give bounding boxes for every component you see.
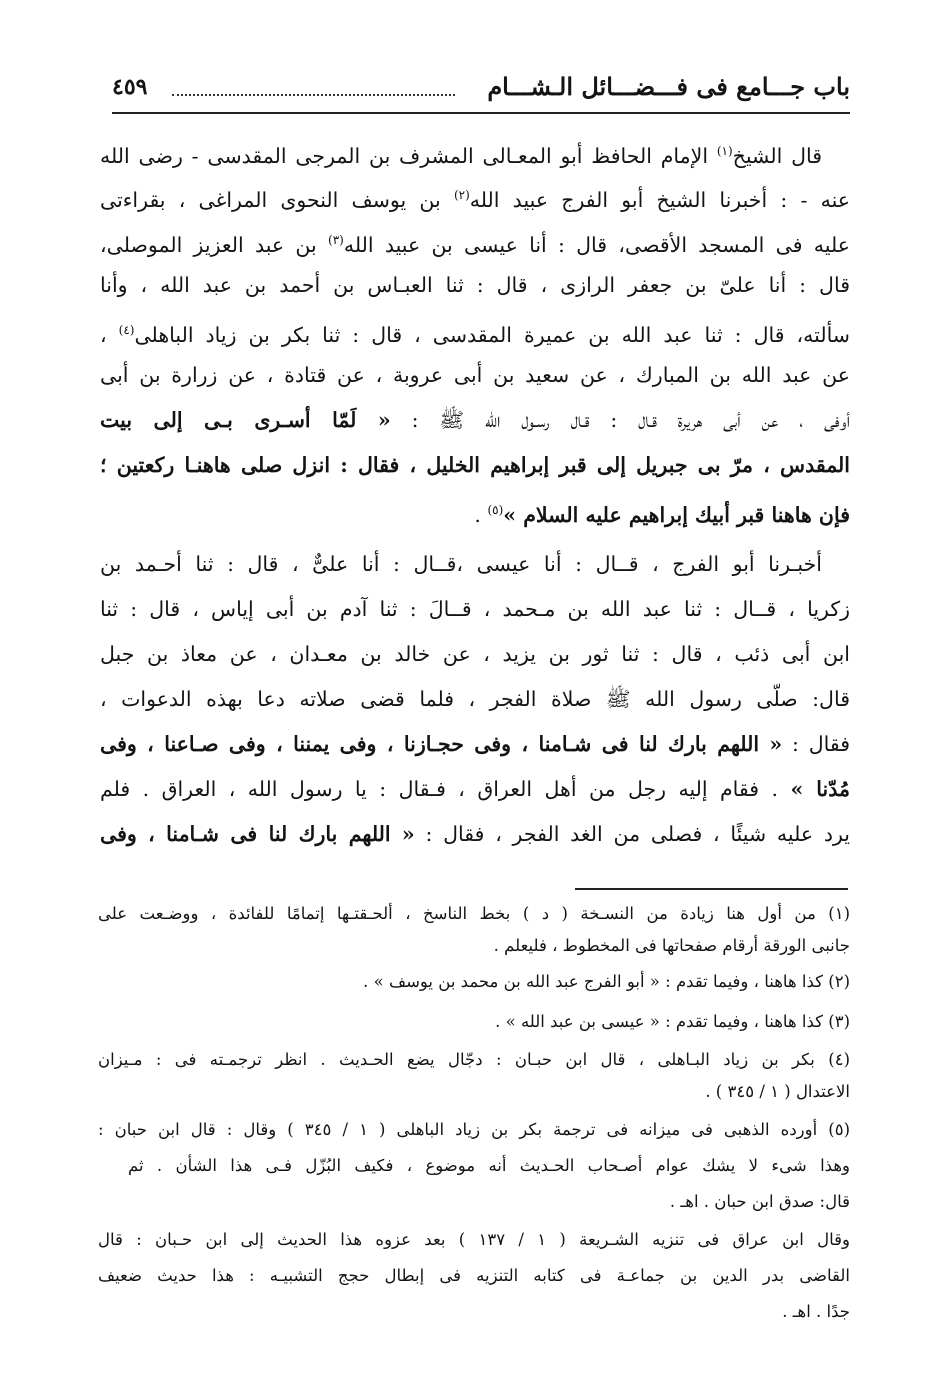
body-line-9: [100, 488, 850, 532]
footnote-ref-2: (٢): [453, 188, 470, 202]
text: قال الشيخ: [732, 144, 822, 168]
body-line-14: [100, 722, 850, 766]
hadith-text: « لَمّا أسـرى بـى إلى بيت: [100, 408, 391, 432]
text: عنه - : أخبرنا الشيخ أبو الفرج عبيد الله: [469, 188, 850, 212]
footnote-separator: [575, 888, 848, 890]
body-line-8: [100, 443, 850, 487]
body-line-4: قال : أنا علىّ بن جعفر الرازى ، قال : ثنا العبـاس بن أحمد بن عبد الله ، وأنا: [100, 273, 850, 297]
running-header: [112, 66, 850, 114]
hadith-text: فإن هاهنا قبر أبيك إبراهيم عليه السلام »: [503, 503, 850, 527]
body-line-2: [100, 173, 850, 217]
footnote-ref-3: (٣): [328, 233, 344, 247]
hadith-text: « اللهم بارك لنا فى شـامنا ، وفى حجـازنا ، وفى يمننا ، وفى صـاعنا ، وفى: [100, 732, 783, 756]
text: يرد عليه شيئًا ، فصلى من الغد الفجر ، فقال :: [414, 822, 850, 846]
page-number: ٤٥٩: [112, 74, 148, 100]
footnote-1-line-2: جانبى الورقة أرقام صفحاتها فى المخطوط ، فليعلم .: [493, 936, 850, 955]
text: بن عبد العزيز الموصلى،: [100, 233, 328, 257]
body-line-3: [100, 218, 850, 262]
footnote-4-line-1: (٤) بكر بن زياد البـاهلى ، قال ابن حبـان : دجّال يضع الحـديث . انظر ترجمـته فى : مـيزان: [98, 1050, 850, 1069]
text: عليه فى المسجد الأقصى، قال : أنا عيسى بن عبيد الله: [343, 233, 850, 257]
leader-dots: [172, 84, 455, 96]
body-line-12: ابن أبى ذئب ، قال : ثنا ثور بن يزيد ، عن خالد بن معـدان ، عن معاذ بن جبل: [100, 642, 850, 666]
footnote-1-line-1: (١) من أول هنا زيادة من النسـخة ( د ) بخط الناسخ ، ألحـقتـها إتمامًا للفائدة ، ووضـعت على: [98, 904, 850, 923]
footnote-ref-4: (٤): [118, 323, 135, 337]
text: ،: [100, 323, 119, 347]
footnote-ref-5: (٥): [487, 503, 504, 517]
footnote-2: (٢) كذا هاهنا ، وفيما تقدم : « أبو الفرج عبد الله بن محمد بن يوسف » .: [363, 972, 850, 991]
text: . فقام إليه رجل من أهل العراق ، فـقال : يا رسول الله ، العراق . فلم: [100, 777, 791, 801]
footnote-5-line-2: وهذا شىء لا يشك عوام أصـحاب الحـديث أنه موضوع ، فكيف البُزّل فـى هذا الشأن . ثم: [128, 1156, 850, 1175]
footnote-ref-1: (١): [716, 144, 733, 158]
footnote-3: (٣) كذا هاهنا ، وفيما تقدم : « عيسى بن عبد الله » .: [495, 1012, 850, 1031]
footnote-5-line-5: القاضى بدر الدين بن جماعـة فى كتابه التنزيه فى إبطال حجج التشبيـه : هذا حديث ضعيف: [98, 1266, 850, 1285]
footnote-5-line-1: (٥) أورده الذهبى فى ميزانه فى ترجمة بكر بن زياد الباهلى ( ١ / ٣٤٥ ) وقال : قال ابن حبان :: [98, 1120, 850, 1139]
text: سألته، قال : ثنا عبد الله بن عميرة المقدسى ، قال : ثنا بكر بن زياد الباهلى: [134, 323, 850, 347]
footnote-4-line-2: الاعتدال ( ١ / ٣٤٥ ) .: [705, 1082, 850, 1101]
body-line-7: [100, 398, 850, 442]
footnote-5-line-4: وقال ابن عراق فى تنزيه الشـريعة ( ١ / ١٣٧ ) بعد عزوه هذا الحديث إلى ابن حـبان : قال: [98, 1230, 850, 1249]
body-line-16: [100, 812, 850, 856]
text: الإمام الحافظ أبو المعـالى المشرف بن المرجى المقدسى - رضى الله: [100, 144, 717, 168]
footnote-5-line-3: قال: صدق ابن حبان . اهـ .: [669, 1192, 850, 1211]
text: بن يوسف النحوى المراغى ، بقراءتى: [100, 188, 454, 212]
text: .: [474, 503, 488, 527]
hadith-text: المقدس ، مرّ بى جبريل إلى قبر إبراهيم الخليل ، فقال : انزل صلى هاهنـا ركعتين ؛: [100, 453, 850, 477]
chapter-title: باب جـــامع فى فـــضـــائل الـشـــام: [487, 72, 850, 101]
footnote-5-line-6: جدًا . اهـ .: [782, 1302, 850, 1321]
body-line-5: [100, 308, 850, 352]
body-line-15: [100, 767, 850, 811]
body-line-13: قال: صلّى رسول الله ﷺ صلاة الفجر ، فلما قضى صلاته دعا بهذه الدعوات ،: [100, 687, 850, 711]
hadith-text: « اللهم بارك لنا فى شـامنا ، وفى: [100, 822, 415, 846]
body-line-10: أخبـرنا أبو الفرج ، قــال : أنا عيسى ،قــال : أنا علىٌّ ، قال : ثنا أحـمد بن: [100, 552, 822, 576]
text: فقال :: [782, 732, 850, 756]
body-line-11: زكريا ، قــال : ثنا عبد الله بن مـحمد ، قــالَ : ثنا آدم بن أبى إياس ، قال : ثنا: [100, 597, 850, 621]
body-line-6: عن عبد الله بن المبارك ، عن سعيد بن أبى عروبة ، عن قتادة ، عن زرارة بن أبى: [100, 363, 850, 387]
text: أوفى ، عن أبى هريرة قـال : قـال رسـول الله ﷺ :: [390, 408, 850, 432]
body-line-1: [100, 129, 822, 173]
hadith-text: مُدّنا »: [790, 777, 850, 801]
